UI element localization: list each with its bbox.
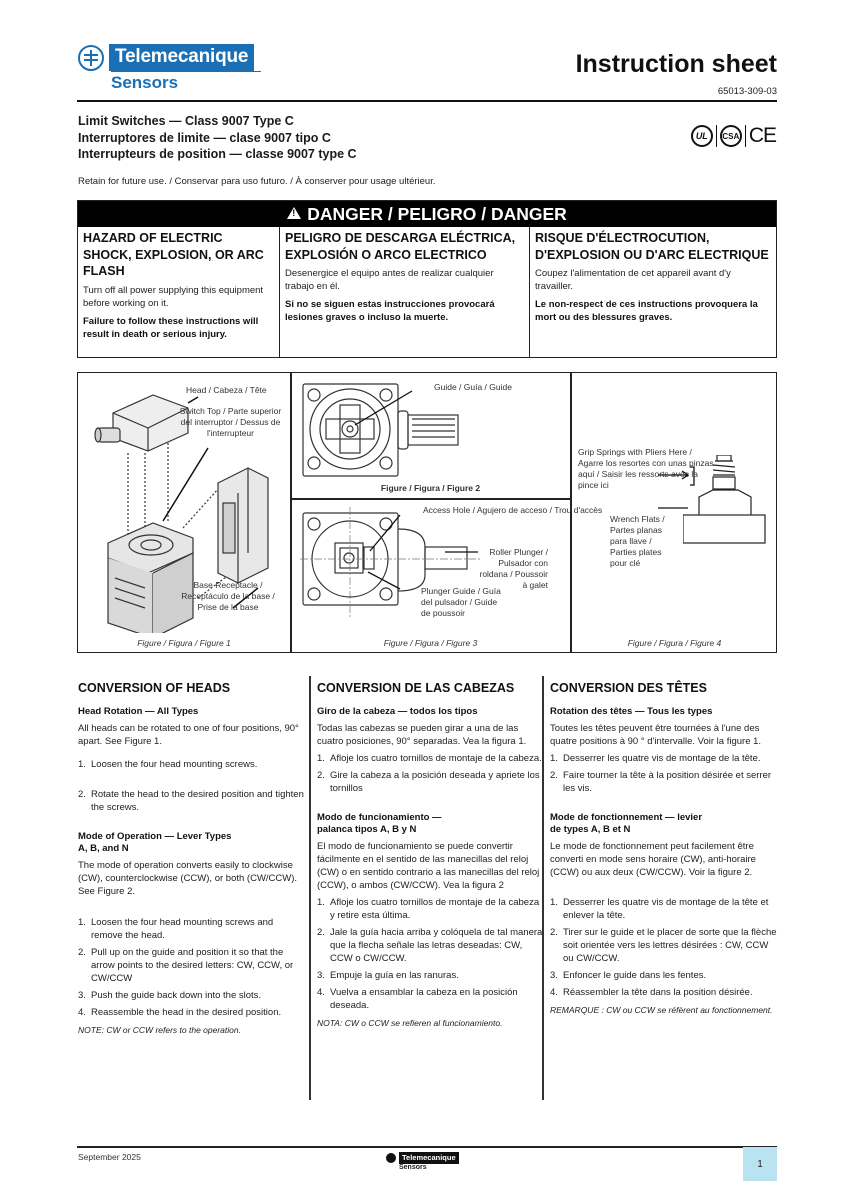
retain-notice: Retain for future use. / Conservar para uso futuro. / À conserver pour usage ultérieur. [78,176,436,187]
brand-subtitle: Sensors [111,71,261,93]
cert-divider [716,125,717,147]
subsection-heading: Giro de la cabeza — todos los tipos [317,706,478,717]
brand-name: Telemecanique [109,44,254,71]
label-base-receptacle: Base Receptacle / Receptáculo de la base / Prise de la base [181,580,275,612]
label-access-hole: Access Hole / Agujero de acceso / Trou d'accès [423,505,603,515]
footer-divider [77,1146,777,1148]
figure-4-caption: Figure / Figura / Figure 4 [627,638,722,648]
subsection-heading: Modo de funcionamiento — palanca tipos A, B y N [317,811,442,835]
figures-panel [77,372,777,653]
step-item: 2. Tirer sur le guide et le placer de sorte que la flèche soit orientée vers les lettres désirées : CW, CCW ou CW/CCW. [550,926,777,964]
danger-column-en [78,227,280,357]
figure-1-caption: Figure / Figura / Figure 1 [137,638,231,648]
step-item: 2. Pull up on the guide and position it so that the arrow points to the desired letters: CW, CCW, or CW/CCW [78,946,294,984]
figure-2-guide-drawing [300,381,470,481]
ul-mark-icon: UL [691,125,713,147]
step-item: 3. Push the guide back down into the slots. [78,989,262,1001]
step-item: 4. Réassembler la tête dans la position désirée. [550,986,753,998]
danger-heading: HAZARD OF ELECTRIC SHOCK, EXPLOSION, OR ARC FLASH [83,231,264,278]
step-item: 4. Reassemble the head in the desired position. [78,1006,282,1018]
label-grip-springs: Grip Springs with Pliers Here / Agarre los resortes con unas pinzas aquí / Saisir les ressorts avec la pince ici [578,447,714,490]
subsection-heading: Head Rotation — All Types [78,706,199,717]
label-switch-top: Switch Top / Parte superior del interruptor / Dessus de l'interrupteur [179,406,282,438]
subsection-heading: Mode of Operation — Lever Types A, B, and N [78,830,232,854]
step-item: 2. Gire la cabeza a la posición deseada y apriete los tornillos [317,769,540,794]
step-item: 2. Jale la guía hacia arriba y colóquela de tal manera que la flecha señale las letras deseadas: CW, CCW o CW/CCW. [317,926,543,964]
danger-consequence: Le non-respect de ces instructions provoquera la mort ou des blessures graves. [535,299,758,323]
step-item: 3. Enfoncer le guide dans les fentes. [550,969,707,981]
label-wrench-flats: Wrench Flats / Partes planas para llave / Parties plates pour clé [610,514,665,568]
danger-instruction: Turn off all power supplying this equipment before working on it. [83,284,264,309]
paragraph: Le mode de fonctionnement peut facilement être converti en mode sens horaire (CW), anti-horaire (CCW) ou aux deux (CW/CCW). Voir la figure 2. [550,840,756,878]
section-english [78,680,306,1036]
paragraph: Toutes les têtes peuvent être tournées à l'une des quatre positions à 90 ° d'intervalle. Voir la figure 1. [550,722,762,747]
section-french [550,680,778,1016]
label-guide: Guide / Guía / Guide [434,382,512,392]
step-item: 4. Vuelva a ensamblar la cabeza en la posición deseada. [317,986,518,1011]
danger-banner-text: DANGER / PELIGRO / DANGER [307,203,567,224]
cert-divider [745,125,746,147]
danger-heading: PELIGRO DE DESCARGA ELÉCTRICA, EXPLOSIÓN O ARCO ELECTRICO [285,231,516,262]
document-number: 65013-309-03 [717,86,777,97]
step-item: 1. Desserrer les quatre vis de montage de la tête. [550,752,761,764]
section-heading: CONVERSION DE LAS CABEZAS [317,681,515,695]
document-title: Instruction sheet [575,50,777,78]
step-item: 1. Afloje los cuatro tornillos de montaje de la cabeza. [317,752,542,764]
label-plunger-guide: Plunger Guide / Guía del pulsador / Guide de poussoir [421,586,501,618]
note: NOTA: CW o CCW se refieren al funcionamiento. [317,1017,503,1028]
paragraph: Todas las cabezas se pueden girar a una de las cuatro posiciones, 90° separadas. Vea la figura 1. [317,722,527,747]
certification-marks [691,124,776,148]
paragraph: The mode of operation converts easily to clockwise (CW), counterclockwise (CCW), or both (CW/CCW). See Figure 2. [78,859,298,897]
paragraph: All heads can be rotated to one of four positions, 90° apart. See Figure 1. [78,722,299,747]
subsection-heading: Rotation des têtes — Tous les types [550,706,713,717]
warning-triangle-icon [287,207,301,219]
step-item: 3. Empuje la guía en las ranuras. [317,969,459,981]
figure-2-caption: Figure / Figura / Figure 2 [380,483,481,493]
footer-date: September 2025 [78,1152,141,1162]
danger-banner [78,201,776,227]
figure-divider [290,498,571,500]
telemecanique-emblem-icon [386,1153,396,1163]
step-item: 1. Desserrer les quatre vis de montage de la tête et enlever la tête. [550,896,769,921]
column-divider [309,676,311,1100]
danger-column-fr [530,227,775,357]
header-divider [77,100,777,102]
note: NOTE: CW or CCW refers to the operation. [78,1024,241,1035]
product-title-fr: Interrupteurs de position — classe 9007 type C [78,147,357,161]
brand-logo [78,44,261,93]
page-number: 1 [743,1147,777,1181]
product-title-en: Limit Switches — Class 9007 Type C [78,114,294,128]
section-heading: CONVERSION OF HEADS [78,681,231,695]
footer-brand-subtitle: Sensors [399,1163,459,1171]
danger-instruction: Desenergice el equipo antes de realizar cualquier trabajo en él. [285,268,494,292]
note: REMARQUE : CW ou CCW se réfèrent au fonctionnement. [550,1004,773,1015]
danger-heading: RISQUE D'ÉLECTROCUTION, D'EXPLOSION OU D'ARC ELECTRIQUE [535,231,769,262]
step-item: 1. Afloje los cuatro tornillos de montaje de la cabeza y retire esta última. [317,896,540,921]
footer-brand: Telemecanique [399,1152,459,1163]
step-item: 2. Faire tourner la tête à la position désirée et serrer les vis. [550,769,772,794]
product-titles [78,113,357,163]
section-spanish [317,680,545,1029]
telemecanique-emblem-icon [78,45,104,71]
danger-consequence: Failure to follow these instructions will result in death or serious injury. [83,315,259,340]
section-heading: CONVERSION DES TÊTES [550,681,707,695]
danger-box [77,200,777,358]
footer-logo [386,1152,459,1171]
paragraph: El modo de funcionamiento se puede convertir fácilmente en el sentido de las manecillas del reloj (CW) o en sentido contrario a las manecillas del reloj (CCW), o ambos (CW/CCW). Vea la figura 2 [317,840,540,891]
label-head: Head / Cabeza / Tête [186,385,267,395]
step-item: 2. Rotate the head to the desired position and tighten the screws. [78,788,304,813]
label-roller-plunger: Roller Plunger / Pulsador con roldana / Poussoir à galet [479,547,548,590]
csa-mark-icon: CSA [720,125,742,147]
subsection-heading: Mode de fonctionnement — levier de types A, B et N [550,811,703,835]
danger-consequence: Si no se siguen estas instrucciones provocará lesiones graves o incluso la muerte. [285,299,495,323]
product-title-es: Interruptores de limite — clase 9007 tipo C [78,130,331,145]
ce-mark-icon: CE [748,124,776,147]
figure-3-caption: Figure / Figura / Figure 3 [383,638,478,648]
danger-column-es [280,227,530,357]
danger-instruction: Coupez l'alimentation de cet appareil avant d'y travailler. [535,268,731,292]
step-item: 1. Loosen the four head mounting screws and remove the head. [78,916,274,941]
step-item: 1. Loosen the four head mounting screws. [78,758,258,770]
